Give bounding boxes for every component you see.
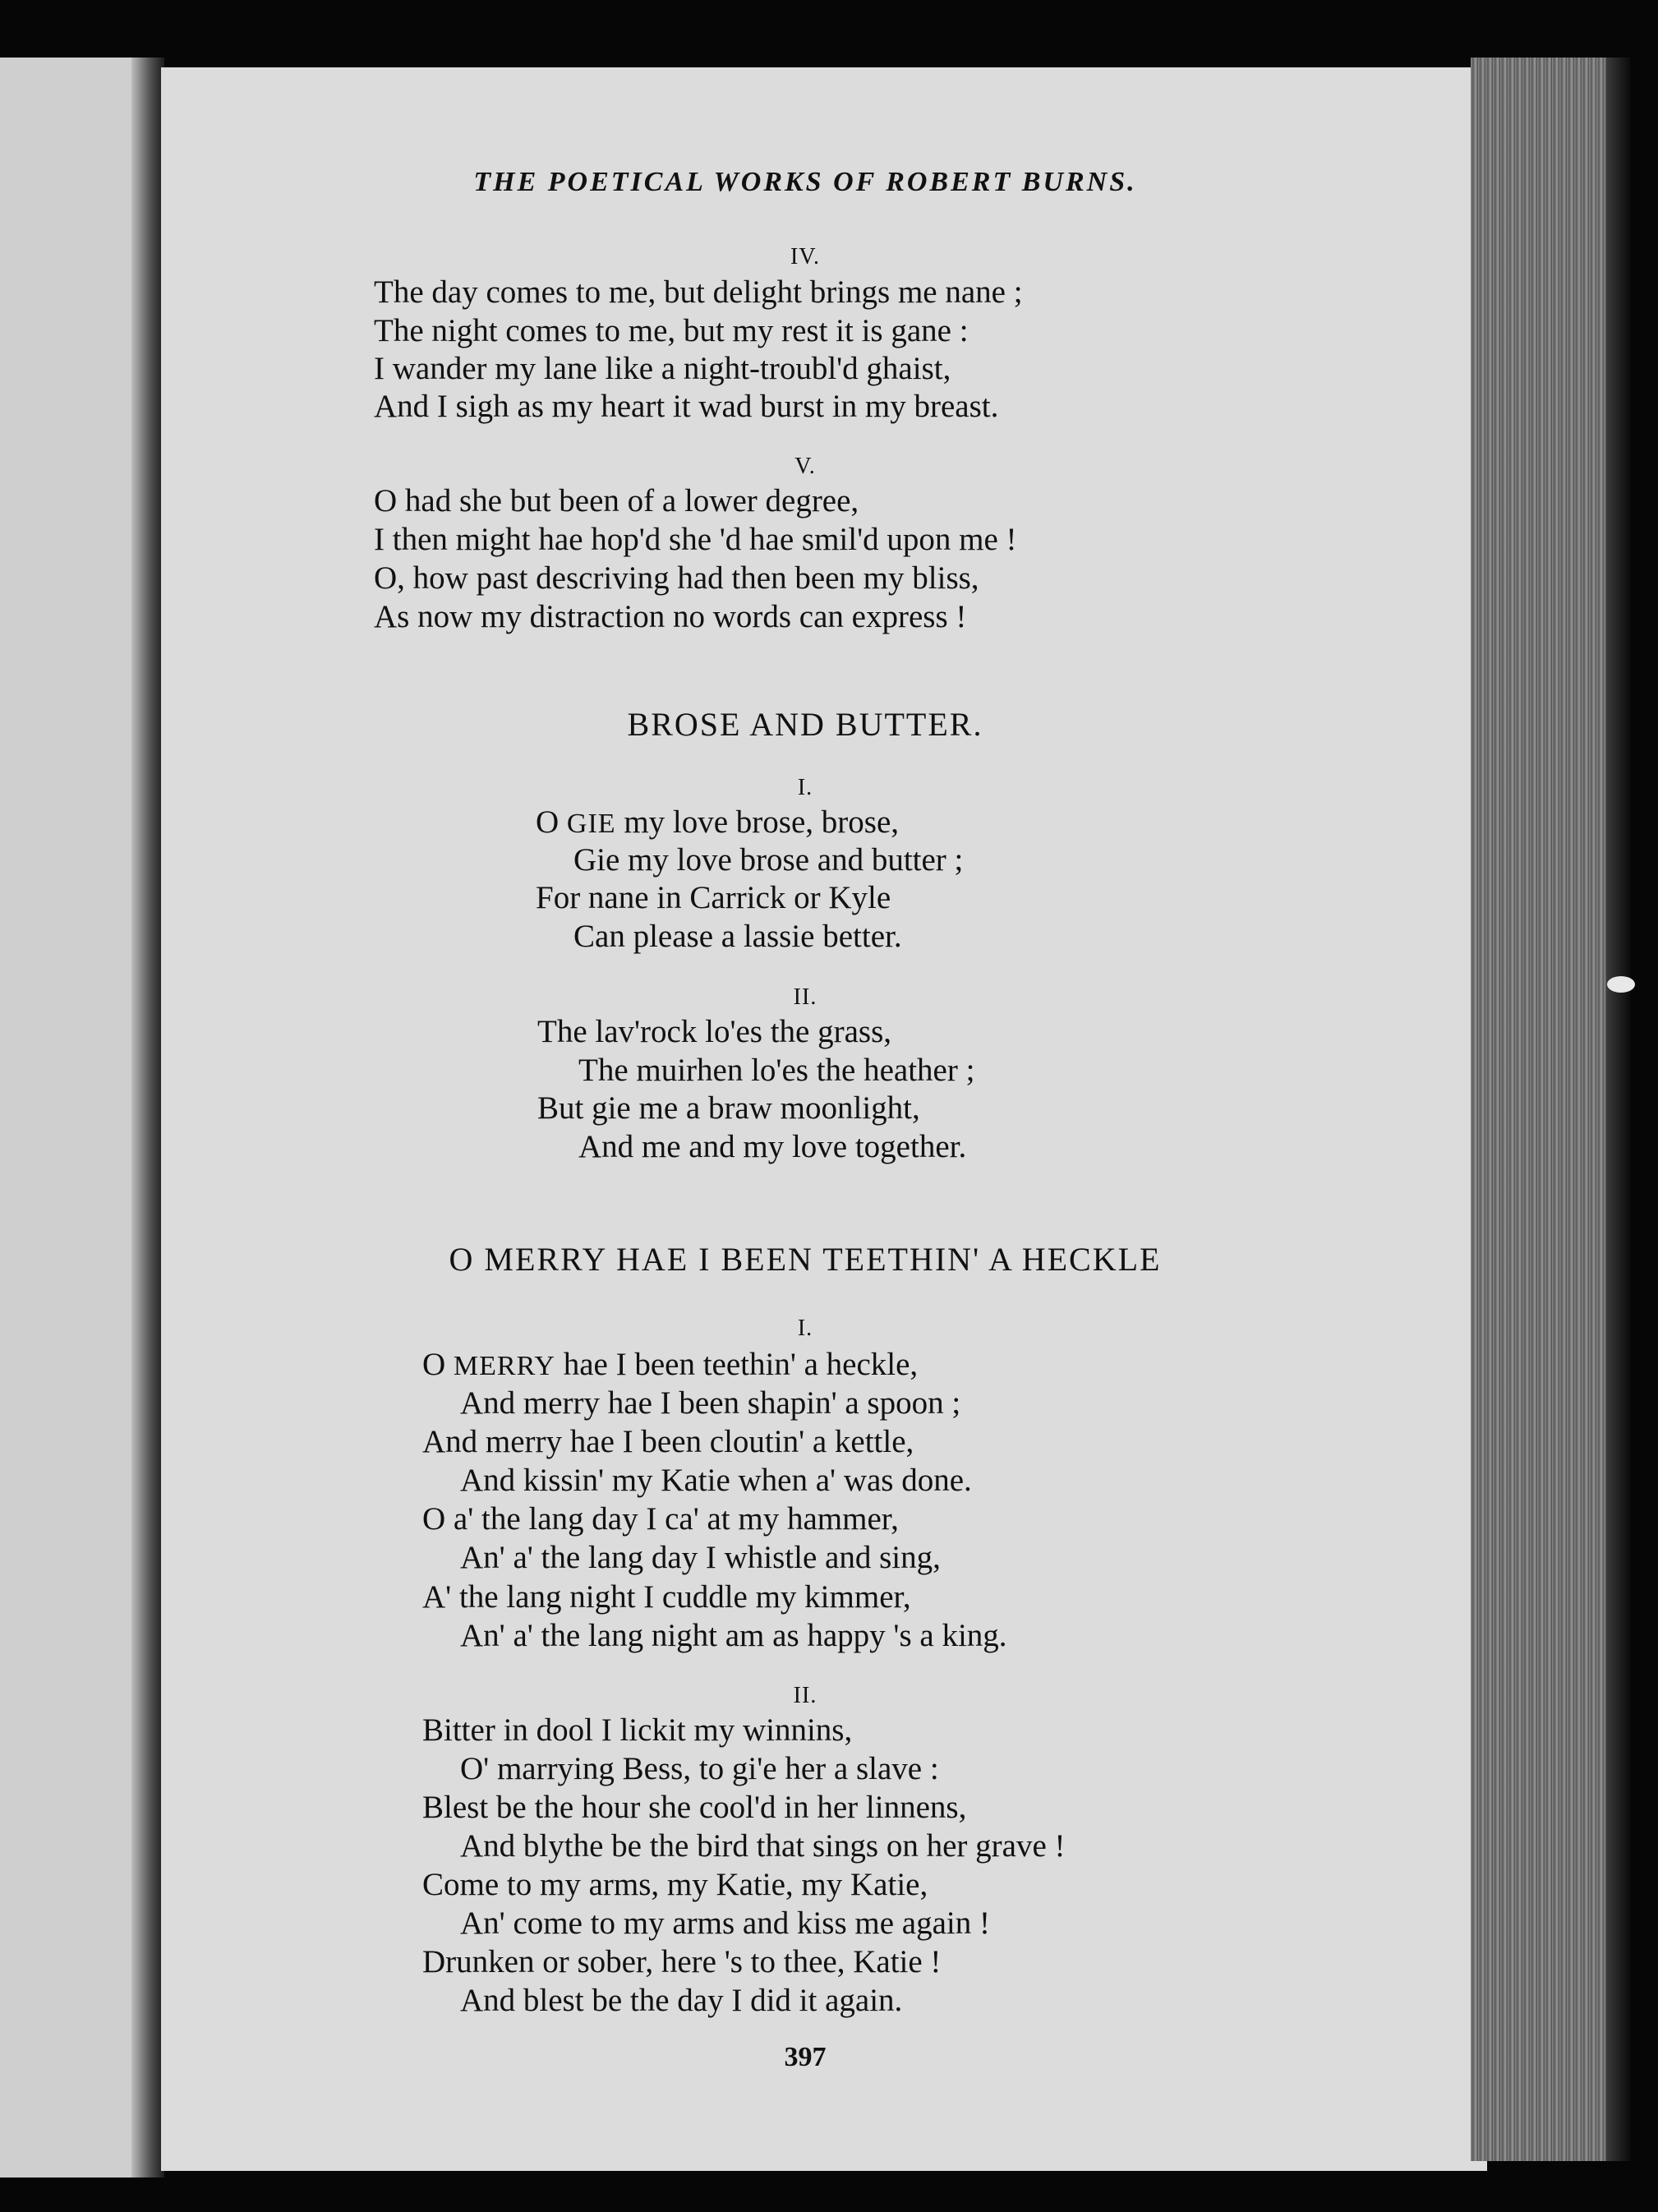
verse-line: And me and my love together. (578, 1129, 967, 1164)
small-caps-word: GIE (566, 809, 616, 839)
poem-title: BROSE AND BUTTER. (627, 706, 983, 743)
verse-line: The day comes to me, but delight brings me nane ; (374, 274, 1023, 310)
facing-page-edge (0, 58, 150, 2177)
verse-line: O had she but been of a lower degree, (374, 483, 859, 518)
verse-line: A' the lang night I cuddle my kimmer, (422, 1579, 911, 1615)
stanza-numeral: V. (794, 454, 816, 479)
verse-line: For nane in Carrick or Kyle (536, 880, 891, 915)
verse-line: Bitter in dool I lickit my winnins, (422, 1712, 853, 1748)
verse-line: Drunken or sober, here 's to thee, Katie ! (422, 1944, 942, 1979)
verse-line: The muirhen lo'es the heather ; (578, 1053, 975, 1088)
small-caps-word: MERRY (453, 1351, 555, 1381)
verse-line (536, 803, 899, 843)
first-line-rest: my love brose, brose, (615, 804, 900, 840)
verse-line: And kissin' my Katie when a' was done. (460, 1463, 972, 1498)
running-head: THE POETICAL WORKS OF ROBERT BURNS. (473, 167, 1137, 197)
poem-title: O MERRY HAE I BEEN TEETHIN' A HECKLE (449, 1241, 1162, 1278)
verse-line: And merry hae I been shapin' a spoon ; (460, 1385, 961, 1421)
verse-line: And blest be the day I did it again. (460, 1983, 903, 2018)
page-number: 397 (784, 2042, 827, 2072)
verse-line: O' marrying Bess, to gi'e her a slave : (460, 1751, 939, 1786)
verse-line: O a' the lang day I ca' at my hammer, (422, 1501, 899, 1537)
page-edges (1471, 58, 1610, 2161)
verse-line: And merry hae I been cloutin' a kettle, (422, 1424, 914, 1459)
book-gutter (131, 58, 164, 2177)
edge-speck (1607, 976, 1635, 993)
first-line-rest: hae I been teethin' a heckle, (555, 1347, 919, 1382)
verse-line: But gie me a braw moonlight, (537, 1090, 920, 1126)
stanza-numeral: I. (797, 775, 813, 800)
verse-line: And blythe be the bird that sings on her grave ! (460, 1828, 1066, 1864)
stanza-numeral: I. (797, 1316, 813, 1341)
verse-line: O, how past descriving had then been my bliss, (374, 560, 979, 596)
verse-line: Blest be the hour she cool'd in her linnens, (422, 1790, 967, 1825)
verse-line: As now my distraction no words can express ! (374, 599, 967, 634)
verse-line: An' a' the lang day I whistle and sing, (460, 1540, 941, 1575)
first-word: O (536, 804, 560, 840)
first-word: O (422, 1347, 446, 1382)
verse-line: The lav'rock lo'es the grass, (537, 1014, 891, 1049)
verse-line: And I sigh as my heart it wad burst in my breast. (374, 389, 999, 424)
stanza-numeral: II. (793, 1683, 817, 1708)
stanza-numeral: IV. (790, 244, 820, 270)
verse-line (422, 1345, 918, 1385)
verse-line: Gie my love brose and butter ; (573, 842, 964, 878)
verse-line: Come to my arms, my Katie, my Katie, (422, 1867, 928, 1902)
stanza-numeral: II. (793, 984, 817, 1010)
verse-line: I then might hae hop'd she 'd hae smil'd upon me ! (374, 522, 1017, 557)
verse-line: The night comes to me, but my rest it is gane : (374, 313, 969, 348)
page-edge-shadow (1606, 58, 1631, 2161)
verse-line: Can please a lassie better. (573, 919, 902, 954)
verse-line: An' come to my arms and kiss me again ! (460, 1906, 990, 1941)
verse-line: I wander my lane like a night-troubl'd ghaist, (374, 351, 951, 386)
verse-line: An' a' the lang night am as happy 's a king. (460, 1618, 1007, 1653)
